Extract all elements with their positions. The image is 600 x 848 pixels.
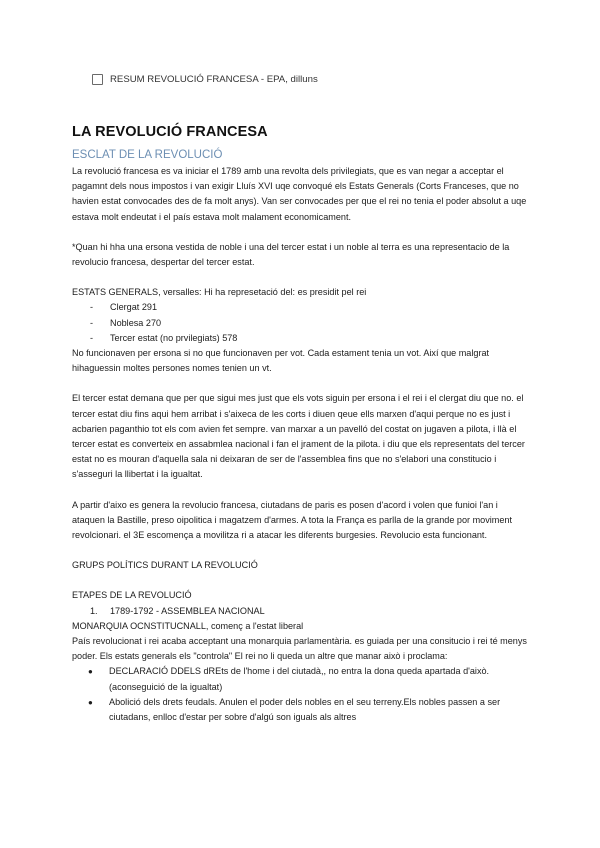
estats-after: No funcionaven per ersona si no que funcionaven per vot. Cada estament tenia un vot. Així que malgrat hihaguessin moltes persones nomes tenien un vt.: [72, 348, 490, 374]
paragraph-note: *Quan hi hha una ersona vestida de noble i una del tercer estat i un noble al terra es una representacio de la revolucio francesa, despertar del tercer estat.: [72, 241, 510, 268]
todo-item[interactable]: [92, 74, 318, 85]
bullet-icon: ●: [88, 697, 93, 707]
todo-text: RESUM REVOLUCIÓ FRANCESA - EPA, dilluns: [110, 74, 318, 85]
list-item: - Noblesa 270: [90, 317, 162, 328]
list-item: ● DECLARACIÓ DDELS dREts de l'home i del ciutadà,, no entra la dona queda apartada d'això. (aconseguició de la igualtat): [88, 664, 532, 694]
paragraph-revolucio: A partir d'aixo es genera la revolucio francesa, ciutadans de paris es posen d'acord i volen que funioi l'an i ataquen la Bastille, preso oipolitica i magatzem d'armes. A tota la França es parlla de la grande por moviment revolcionari. el 3E escomença a movilitza ri a atacar les diferents burgesies. Revolucio esta funcionant.: [72, 499, 512, 541]
estats-list: [72, 300, 532, 346]
heading-grups: GRUPS POLÍTICS DURANT LA REVOLUCIÓ: [72, 560, 258, 571]
etapes-list: [72, 604, 532, 619]
list-item: - Clergat 291: [90, 302, 158, 313]
heading-etapes: ETAPES DE LA REVOLUCIÓ: [72, 590, 192, 601]
list-item: - Tercer estat (no prvilegiats) 578: [90, 332, 238, 343]
section-heading: ESCLAT DE LA REVOLUCIÓ: [72, 149, 223, 161]
bullet-list: [72, 664, 532, 725]
bullet-icon: ●: [88, 667, 93, 677]
paragraph-monarquia: País revolucionat i rei acaba acceptant una monarquia parlamentària. es guiada per una consitucio i rei té menys poder. Els estats generals els "controla" El rei no li queda un altre que manar això i proclama:: [72, 636, 527, 662]
list-item: 1. 1789-1792 - ASSEMBLEA NACIONAL: [90, 605, 265, 616]
paragraph-intro: La revolució francesa es va iniciar el 1789 amb una revolta dels privilegiats, que es van negar a acceptar el pagamnt dels nous impostos i van exigir Lluís XVI uqe convoqué els Estats Generals (Corts Franceses, que no havien estat convocades des de fa molt anys). Van ser convocades per que el rei no tenia el poder absolut a uqe estava molt endeutat i el país estava molt malament economicament.: [72, 166, 527, 222]
document-title: LA REVOLUCIÓ FRANCESA: [72, 124, 268, 140]
paragraph-tercer-estat: El tercer estat demana que per que sigui mes just que els vots siguin per ersona i el rei i el clergat diu que no. el tercer estat diu fins aqui hem arribat i s'aixeca de les corts i diuen qeue ells marxen d'aqui perque no es just i acbarien paganthio tot els com avien fet sempre. van marxar a un pavelló del costat on jugaven a pilota, i llà el tercer estat es converteix en assabmlea nacional i fan el jrament de la pilota. i diu que els representats del tercer estat no es mouran d'aquella sala ni deixaran de ser de l'assemblea fins que no s'elabori una constitucio i s'asseguri la llibertat i la igualtat.: [72, 393, 525, 480]
list-item: ● Abolició dels drets feudals. Anulen el poder dels nobles en el seu terreny.Els nobles passen a ser ciutadans, enlloc d'estar per sobre d'algú son iguals als altres: [88, 695, 532, 725]
estats-intro: ESTATS GENERALS, versalles: Hi ha represetació del: es presidit pel rei: [72, 287, 367, 298]
heading-monarquia: MONARQUIA OCNSTITUCNALL, començ a l'estat liberal: [72, 620, 304, 631]
document-body: [72, 124, 532, 725]
checkbox-icon[interactable]: [92, 74, 103, 85]
